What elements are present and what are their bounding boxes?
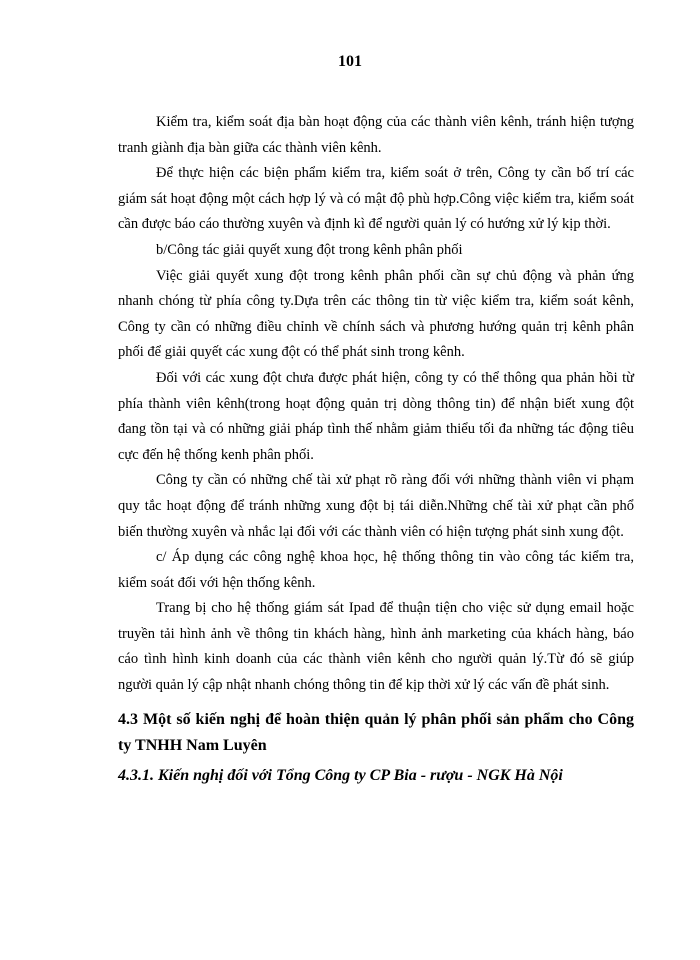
paragraph-territory-control: Kiểm tra, kiểm soát địa bàn hoạt động của các thành viên kênh, tránh hiện tượng tranh giành địa bàn giữa các thành viên kênh. xyxy=(118,114,634,156)
section-heading: 4.3 Một số kiến nghị để hoàn thiện quản lý phân phối sản phẩm cho Công ty TNHH Nam Luyên xyxy=(118,710,634,754)
page-number: 101 xyxy=(338,53,362,70)
paragraph-sanctions: Công ty cần có những chế tài xử phạt rõ ràng đối với những thành viên vi phạm quy tắc hoạt động để tránh những xung đột bị tái diễn.Những chế tài xử phạt cần phổ biến thường xuyên và nhắc lại đối với các thành viên có hiện tượng phát sinh xung đột. xyxy=(118,472,634,540)
paragraph-conflict-resolution: Việc giải quyết xung đột trong kênh phân phối cần sự chủ động và phản ứng nhanh chóng từ phía công ty.Dựa trên các thông tin từ việc kiểm tra, kiểm soát kênh, Công ty cần có những điều chỉnh về chính sách và phương hướng quản trị kênh phân phối để giải quyết các xung đột có thể phát sinh trong kênh. xyxy=(118,267,634,361)
paragraph-technology-title: c/ Áp dụng các công nghệ khoa học, hệ thống thông tin vào công tác kiểm tra, kiểm soát đối với hện thống kênh. xyxy=(118,549,634,591)
paragraph-ipad: Trang bị cho hệ thống giám sát Ipad để thuận tiện cho việc sử dụng email hoặc truyền tải hình ảnh về thông tin khách hàng, hình ảnh marketing của khách hàng, báo cáo tình hình kinh doanh của các thành viên kênh cho người quản lý.Từ đó sẽ giúp người quản lý cập nhật nhanh chóng thông tin để kịp thời xử lý các vấn đề phát sinh. xyxy=(118,600,634,694)
paragraph-undetected-conflicts: Đối với các xung đột chưa được phát hiện, công ty có thể thông qua phản hồi từ phía thành viên kênh(trong hoạt động quản trị dòng thông tin) để nhận biết xung đột đang tồn tại và có những giải pháp tình thế nhằm giảm thiểu tối đa những tác động tiêu cực đến hệ thống kenh phân phối. xyxy=(118,369,634,463)
paragraph-supervision: Để thực hiện các biện phẩm kiểm tra, kiểm soát ở trên, Công ty cần bố trí các giám sát hoạt động một cách hợp lý và có mật độ phù hợp.Công việc kiểm tra, kiểm soát cần được báo cáo thường xuyên và định kì để người quản lý có hướng xử lý kịp thời. xyxy=(118,165,634,233)
subsection-heading: 4.3.1. Kiến nghị đối với Tổng Công ty CP Bia - rượu - NGK Hà Nội xyxy=(118,766,563,784)
paragraph-conflict-title: b/Công tác giải quyết xung đột trong kênh phân phối xyxy=(156,241,463,258)
document-body xyxy=(118,110,634,789)
